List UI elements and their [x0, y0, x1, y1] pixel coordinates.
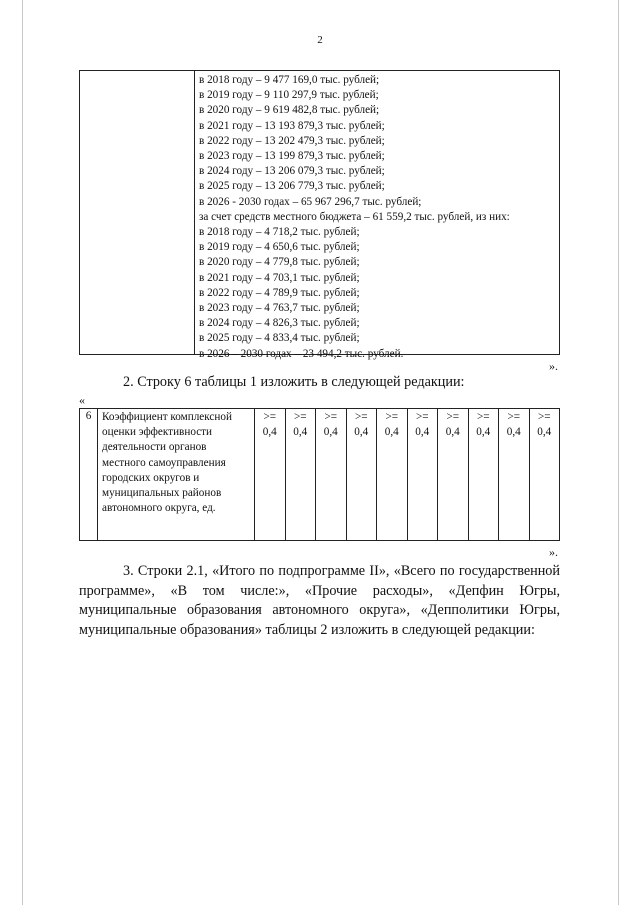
table-row — [80, 409, 560, 541]
funding-table — [79, 70, 560, 360]
funding-line: в 2020 году – 4 779,8 тыс. рублей; — [199, 256, 360, 269]
funding-line: в 2023 году – 4 763,7 тыс. рублей; — [199, 302, 360, 315]
funding-line: в 2018 году – 4 718,2 тыс. рублей; — [199, 226, 360, 239]
funding-line: за счет средств местного бюджета – 61 559,2 тыс. рублей, из них: — [199, 210, 510, 223]
funding-line: в 2023 году – 13 199 879,3 тыс. рублей; — [199, 150, 385, 163]
section-3-paragraph: 3. Строки 2.1, «Итого по подпрограмме II», «Всего по государственной программе», «В том числе:», «Прочие расходы», «Депфин Югры, муниципальные образования автономного округа», «Депполитики Югры, муниципальные образования» таблицы 2 изложить в следующей редакции: — [79, 563, 560, 638]
funding-line: в 2020 году – 9 619 482,8 тыс. рублей; — [199, 104, 380, 117]
funding-line: в 2026 – 2030 годах – 23 494,2 тыс. рублей. — [199, 347, 404, 360]
value-text: >= 0,4 — [506, 411, 521, 438]
indicator-value — [285, 409, 316, 541]
value-text: >= 0,4 — [262, 411, 277, 438]
table-column-divider — [194, 71, 195, 354]
funding-line: в 2025 году – 4 833,4 тыс. рублей; — [199, 332, 360, 345]
funding-line: в 2019 году – 4 650,6 тыс. рублей; — [199, 241, 360, 254]
value-text: >= 0,4 — [537, 411, 552, 438]
value-text: >= 0,4 — [476, 411, 491, 438]
indicator-value — [346, 409, 377, 541]
indicator-table-row-6 — [79, 408, 560, 541]
value-text: >= 0,4 — [354, 411, 369, 438]
value-text: >= 0,4 — [445, 411, 460, 438]
scan-edge-left — [22, 0, 23, 905]
indicator-value — [499, 409, 530, 541]
funding-line: в 2024 году – 13 206 079,3 тыс. рублей; — [199, 165, 385, 178]
row-number: 6 — [80, 409, 98, 541]
value-text: >= 0,4 — [384, 411, 399, 438]
closing-quote: ». — [549, 545, 558, 559]
funding-line: в 2022 году – 13 202 479,3 тыс. рублей; — [199, 134, 385, 147]
funding-line: в 2021 году – 13 193 879,3 тыс. рублей; — [199, 119, 385, 132]
indicator-value — [438, 409, 469, 541]
indicator-name: Коэффициент комплексной оценки эффективности деятельности органов местного самоуправления городских округов и муниципальных районов автономного округа, ед. — [98, 409, 255, 541]
funding-line: в 2026 - 2030 годах – 65 967 296,7 тыс. рублей; — [199, 195, 422, 208]
section-2-paragraph: 2. Строку 6 таблицы 1 изложить в следующей редакции: — [123, 374, 465, 390]
funding-line: в 2021 году – 4 703,1 тыс. рублей; — [199, 271, 360, 284]
value-text: >= 0,4 — [415, 411, 430, 438]
value-text: >= 0,4 — [323, 411, 338, 438]
indicator-value — [468, 409, 499, 541]
value-text: >= 0,4 — [293, 411, 308, 438]
indicator-value — [316, 409, 347, 541]
opening-quote: « — [79, 393, 85, 407]
funding-line: в 2025 году – 13 206 779,3 тыс. рублей; — [199, 180, 385, 193]
scan-edge-right — [618, 0, 619, 905]
page-number: 2 — [317, 34, 323, 46]
indicator-value — [407, 409, 438, 541]
indicator-value — [255, 409, 286, 541]
funding-lines — [199, 73, 510, 362]
indicator-value — [377, 409, 408, 541]
funding-line: в 2018 году – 9 477 169,0 тыс. рублей; — [199, 74, 380, 86]
indicator-value — [529, 409, 560, 541]
funding-line: в 2022 году – 4 789,9 тыс. рублей; — [199, 286, 360, 299]
funding-line: в 2024 году – 4 826,3 тыс. рублей; — [199, 317, 360, 330]
funding-line: в 2019 году – 9 110 297,9 тыс. рублей; — [199, 89, 379, 102]
closing-quote: ». — [549, 359, 558, 373]
